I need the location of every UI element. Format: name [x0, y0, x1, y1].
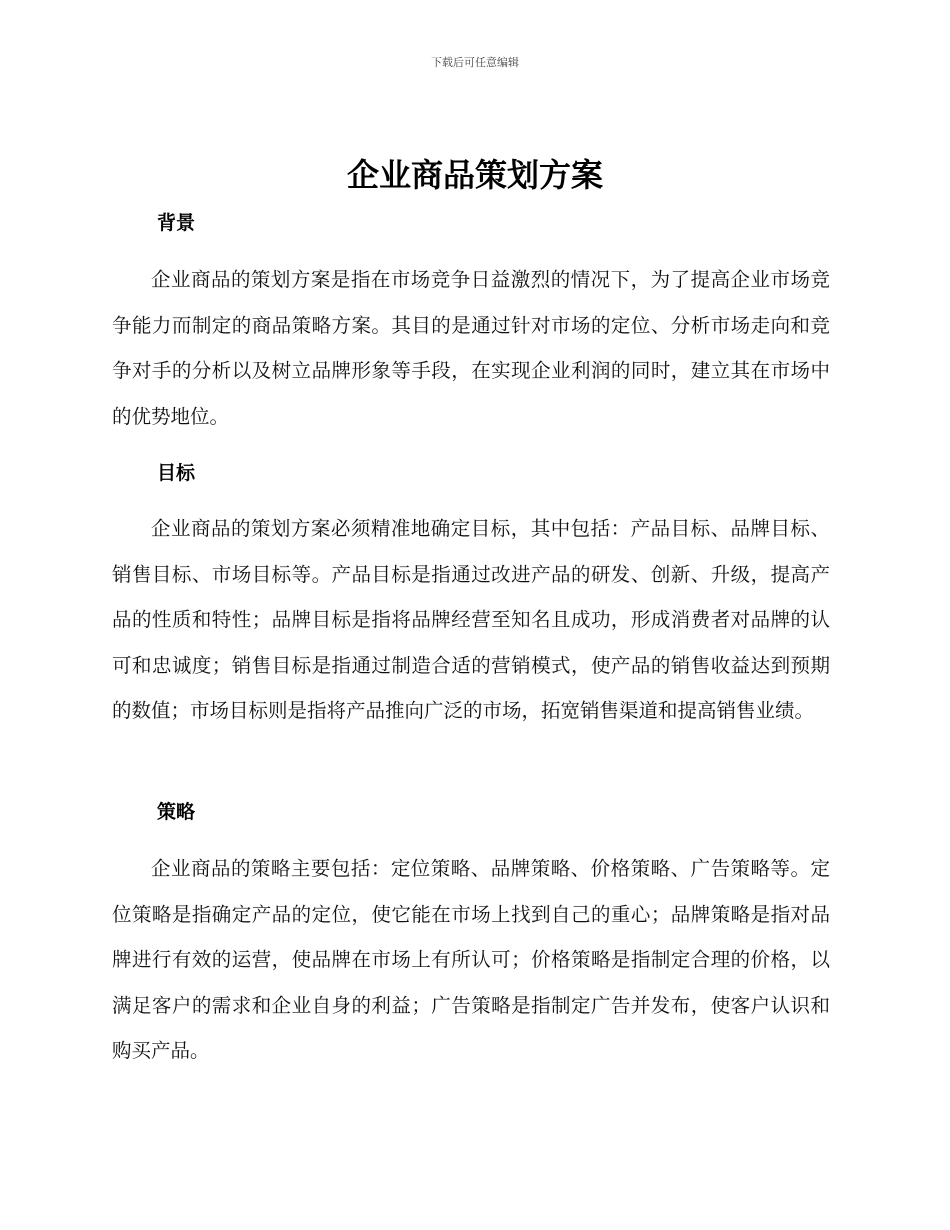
header-note: 下载后可任意编辑 [431, 56, 519, 69]
section-body-goals: 企业商品的策划方案必须精准地确定目标，其中包括：产品目标、品牌目标、销售目标、市场目标等。产品目标是指通过改进产品的研发、创新、升级，提高产品的性质和特性；品牌目标是指将品牌经营至知名且成功，形成消费者对品牌的认可和忠诚度；销售目标是指通过制造合适的营销模式，使产品的销售收益达到预期的数值；市场目标则是指将产品推向广泛的市场，拓宽销售渠道和提高销售业绩。 [112, 517, 830, 722]
section-body-background: 企业商品的策划方案是指在市场竞争日益激烈的情况下，为了提高企业市场竞争能力而制定的商品策略方案。其目的是通过针对市场的定位、分析市场走向和竞争对手的分析以及树立品牌形象等手段，在实现企业利润的同时，建立其在市场中的优势地位。 [112, 268, 830, 428]
section-body-strategy: 企业商品的策略主要包括：定位策略、品牌策略、价格策略、广告策略等。定位策略是指确定产品的定位，使它能在市场上找到自己的重心；品牌策略是指对品牌进行有效的运营，使品牌在市场上有所认可；价格策略是指制定合理的价格，以满足客户的需求和企业自身的利益；广告策略是指制定广告并发布，使客户认识和购买产品。 [112, 857, 830, 1062]
section-heading-background: 背景 [157, 212, 196, 234]
section-heading-strategy: 策略 [157, 801, 196, 823]
document-title: 企业商品策划方案 [346, 156, 603, 194]
section-heading-goals: 目标 [157, 462, 196, 484]
